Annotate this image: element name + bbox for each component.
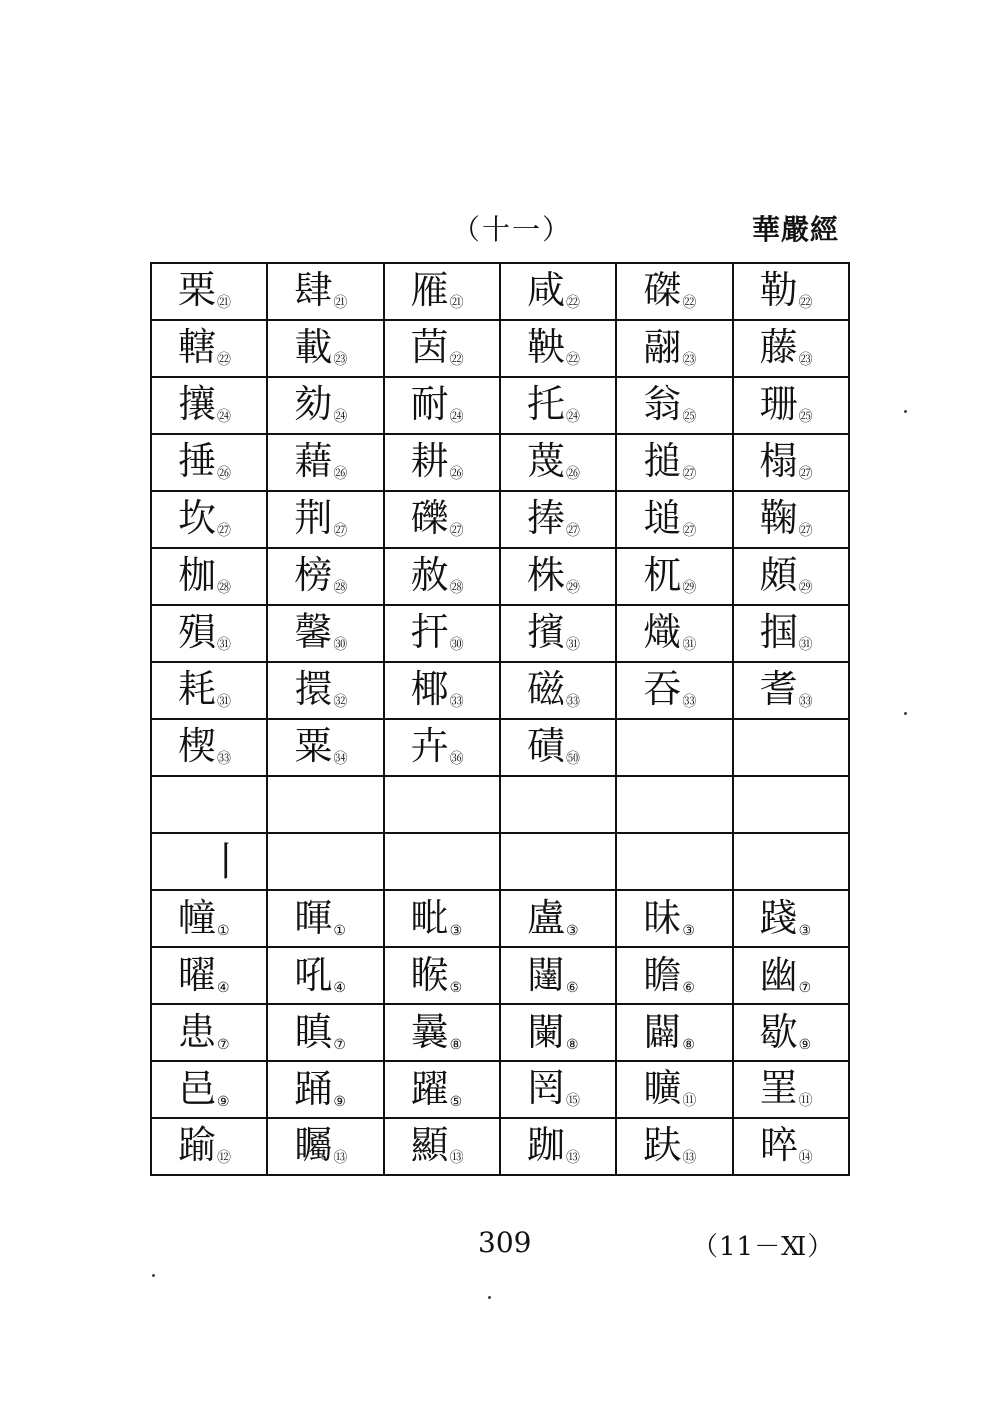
table-cell [733,377,849,434]
character: 跏 [526,1123,565,1167]
reference-number: ㉗ [798,523,813,539]
table-cell [151,320,267,377]
reference-number: ㉞ [333,751,348,767]
scan-speck [152,1274,155,1277]
character: 熾 [643,610,682,654]
character: 捶 [178,439,217,483]
reference-number: ⑦ [798,979,812,996]
reference-number: ㉘ [217,580,232,596]
table-cell [267,320,383,377]
scan-speck [904,712,907,715]
character: 吼 [294,952,333,997]
reference-number: ⑪ [682,1093,697,1109]
character: 昧 [643,895,682,940]
reference-number: ㉖ [333,466,348,482]
character: 粟 [294,724,333,768]
table-cell [616,719,732,776]
character: 藤 [759,325,798,369]
table-cell [267,890,383,947]
reference-number: ㉔ [217,409,232,425]
table-cell [733,1061,849,1118]
table-cell [733,434,849,491]
table-cell [616,833,732,890]
reference-number: ㉙ [682,580,697,596]
reference-number: ㉝ [449,694,464,710]
character: 馨 [294,610,333,654]
table-row [151,776,849,833]
reference-number: ㉔ [333,409,348,425]
reference-number: ⑤ [449,1093,463,1110]
table-cell [500,776,616,833]
table-cell [500,548,616,605]
table-cell [151,377,267,434]
reference-number: ㉙ [566,580,580,596]
table-cell [267,548,383,605]
table-cell [500,263,616,320]
character: 轄 [178,325,217,369]
character: 毗 [410,895,449,940]
character-table [150,262,850,1176]
table-cell [616,377,732,434]
table-cell [616,1061,732,1118]
character: 患 [178,1009,217,1054]
character: 曠 [643,1066,682,1110]
table-cell [151,263,267,320]
reference-number: ㉛ [217,694,232,710]
reference-number: ㉒ [217,352,232,368]
table-cell [267,605,383,662]
table-row [151,890,849,947]
table-cell [151,1061,267,1118]
character: 幢 [178,895,217,940]
table-cell [500,719,616,776]
character: 顯 [410,1123,449,1167]
reference-number: ㉒ [798,295,813,311]
reference-number: ㉝ [798,694,813,710]
table-cell [384,662,500,719]
reference-number: ㉒ [682,295,697,311]
table-cell [616,434,732,491]
reference-number: ⑨ [217,1093,230,1110]
character: 搥 [643,439,682,483]
character: 托 [526,382,565,426]
scan-speck [488,1296,491,1299]
table-cell [267,719,383,776]
reference-number: ⑧ [566,1036,579,1053]
character: 卉 [410,724,449,768]
character: 瞻 [643,952,682,997]
table-cell [384,1061,500,1118]
reference-number: ⑨ [798,1036,812,1053]
character: 殞 [178,610,217,654]
reference-number: ㉝ [566,694,580,710]
character: 榜 [294,553,333,597]
reference-number: ⑨ [333,1093,346,1110]
character: 鞠 [759,496,798,540]
character: 坎 [178,496,217,540]
table-cell [267,1118,383,1175]
reference-number: ㉛ [566,637,580,653]
reference-number: ① [333,922,346,939]
scan-speck [904,410,907,413]
reference-number: ㉘ [333,580,348,596]
character: 曜 [178,952,217,997]
table-cell [733,833,849,890]
table-cell [616,491,732,548]
table-cell [500,320,616,377]
character: 矚 [294,1123,333,1167]
character: 勒 [759,268,798,312]
table-cell [151,833,267,890]
reference-number: ③ [449,922,463,939]
character: 杌 [643,553,682,597]
character: 掴 [759,610,798,654]
character: 闢 [643,1009,682,1054]
table-cell [500,890,616,947]
character: 闥 [526,952,565,997]
table-cell [151,1118,267,1175]
table-cell [500,947,616,1004]
character: 株 [526,553,565,597]
table-row [151,1004,849,1061]
table-cell [151,947,267,1004]
character: 雁 [410,268,449,312]
table-row [151,434,849,491]
reference-number: ㉕ [682,409,697,425]
table-cell [267,263,383,320]
reference-number: ㉗ [566,523,580,539]
table-cell [384,890,500,947]
table-cell [151,719,267,776]
reference-number: ㉑ [449,295,464,311]
table-cell [500,1118,616,1175]
table-cell [384,1118,500,1175]
reference-number: ㉚ [333,637,348,653]
table-cell [384,548,500,605]
reference-number: ㉒ [449,352,464,368]
table-cell [733,1004,849,1061]
table-cell [151,662,267,719]
table-row [151,491,849,548]
table-row [151,1118,849,1175]
reference-number: ㉗ [682,523,697,539]
table-cell [616,548,732,605]
table-cell [733,719,849,776]
character: 椰 [410,667,449,711]
table-cell [733,776,849,833]
character: 磧 [526,724,565,768]
reference-number: ㉑ [333,295,348,311]
character: 茵 [410,325,449,369]
table-row [151,662,849,719]
character: 耆 [759,667,798,711]
character: 暉 [294,895,333,940]
table-cell [151,890,267,947]
reference-number: ⑭ [798,1150,813,1166]
character: 幽 [759,952,798,997]
reference-number: ⑤ [449,979,463,996]
radical-heading: 丨 [206,838,246,885]
character: 耗 [178,667,217,711]
reference-number: ㉛ [798,637,813,653]
character: 礫 [410,496,449,540]
reference-number: ⑥ [566,979,579,996]
reference-number: ㊱ [449,751,464,767]
character: 擐 [294,667,333,711]
table-row [151,719,849,776]
reference-number: ⑦ [217,1036,230,1053]
reference-number: ③ [798,922,812,939]
reference-number: ㉖ [217,466,232,482]
table-row [151,947,849,1004]
table-cell [500,605,616,662]
character: 塠 [643,496,682,540]
table-cell [384,833,500,890]
table-row [151,833,849,890]
reference-number: ① [217,922,230,939]
table-cell [151,548,267,605]
character: 耐 [410,382,449,426]
table-cell [151,491,267,548]
reference-number: ㉛ [682,637,697,653]
reference-number: ⑬ [333,1150,348,1166]
reference-number: ㉚ [449,637,464,653]
character: 扞 [410,610,449,654]
table-cell [733,263,849,320]
character: 赦 [410,553,449,597]
character: 踰 [178,1123,217,1167]
page-code: （11－Ⅺ） [692,1232,835,1262]
character: 載 [294,325,333,369]
table-cell [267,491,383,548]
table-cell [384,605,500,662]
reference-number: ㉗ [449,523,464,539]
reference-number: ㉘ [449,580,464,596]
table-cell [616,605,732,662]
table-cell [151,1004,267,1061]
reference-number: ⑦ [333,1036,346,1053]
character: 踊 [294,1066,333,1111]
table-row [151,320,849,377]
table-cell [151,434,267,491]
table-cell [500,833,616,890]
character: 攘 [178,382,217,426]
character: 咸 [526,268,565,312]
table-row [151,263,849,320]
reference-number: ④ [217,979,230,996]
character: 闌 [526,1009,565,1054]
reference-number: ㉒ [566,352,580,368]
character: 翮 [643,325,682,369]
table-row [151,548,849,605]
table-cell [267,377,383,434]
table-cell [733,548,849,605]
character: 趺 [643,1123,682,1167]
table-cell [267,1061,383,1118]
table-cell [500,1004,616,1061]
reference-number: ⑥ [682,979,695,996]
reference-number: ㉝ [682,694,697,710]
table-cell [267,947,383,1004]
table-cell [733,605,849,662]
table-cell [267,662,383,719]
character: 耕 [410,439,449,483]
character: 栗 [178,268,217,312]
table-cell [733,320,849,377]
reference-number: ㉓ [682,352,697,368]
table-cell [267,434,383,491]
character: 枷 [178,553,217,597]
reference-number: ㉗ [333,523,348,539]
reference-number: ㉑ [217,295,232,311]
character: 楔 [178,724,217,768]
reference-number: ⑧ [682,1036,695,1053]
table-cell [616,1004,732,1061]
table-row [151,605,849,662]
character: 吞 [643,667,682,711]
table-cell [500,1061,616,1118]
reference-number: ㉓ [798,352,813,368]
reference-number: ⑬ [449,1150,464,1166]
character: 榻 [759,439,798,483]
character: 罔 [526,1066,565,1110]
reference-number: ㉜ [333,694,348,710]
reference-number: ⑪ [798,1093,813,1109]
reference-number: ㉖ [449,466,464,482]
table-cell [384,947,500,1004]
table-cell [616,662,732,719]
table-cell [384,377,500,434]
character: 罣 [759,1066,798,1110]
page-number: 309 [478,1226,532,1259]
table-cell [500,377,616,434]
table-cell [616,947,732,1004]
table-cell [616,320,732,377]
character: 肆 [294,268,333,312]
reference-number: ㉗ [798,466,813,482]
table-cell [384,491,500,548]
character: 荆 [294,496,333,540]
table-row [151,1061,849,1118]
reference-number: ㉛ [217,637,232,653]
reference-number: ㉔ [566,409,580,425]
character: 邑 [178,1066,217,1111]
character: 睺 [410,952,449,997]
reference-number: ⑧ [449,1036,463,1053]
table-cell [384,320,500,377]
character: 晬 [759,1123,798,1167]
character: 頗 [759,553,798,597]
table-cell [384,1004,500,1061]
table-cell [616,263,732,320]
reference-number: ⑬ [566,1150,580,1166]
table-cell [616,890,732,947]
reference-number: ㉔ [449,409,464,425]
reference-number: ⑬ [682,1150,697,1166]
character: 盧 [526,895,565,940]
reference-number: ㉝ [217,751,232,767]
character: 曩 [410,1009,449,1054]
character: 歇 [759,1009,798,1054]
reference-number: ㉗ [217,523,232,539]
table-cell [733,662,849,719]
table-cell [500,491,616,548]
reference-number: ③ [566,922,579,939]
table-row [151,377,849,434]
character: 翁 [643,382,682,426]
table-cell [733,491,849,548]
character: 藉 [294,439,333,483]
reference-number: ㉕ [798,409,813,425]
character: 磔 [643,268,682,312]
reference-number: ⑮ [566,1093,580,1109]
table-cell [616,1118,732,1175]
table-cell [384,263,500,320]
reference-number: ④ [333,979,346,996]
table-cell [151,605,267,662]
reference-number: ㉙ [798,580,813,596]
character: 捧 [526,496,565,540]
table-cell [267,1004,383,1061]
reference-number: ㉒ [566,295,580,311]
table-cell [500,434,616,491]
character: 劾 [294,382,333,426]
table-cell [267,776,383,833]
reference-number: ㉖ [566,466,580,482]
table-cell [733,890,849,947]
table-cell [384,434,500,491]
reference-number: ㊿ [566,751,580,767]
table-cell [151,776,267,833]
table-cell [384,776,500,833]
character: 珊 [759,382,798,426]
reference-number: ③ [682,922,695,939]
character: 蔑 [526,439,565,483]
reference-number: ㉗ [682,466,697,482]
reference-number: ⑫ [217,1150,232,1166]
character: 磁 [526,667,565,711]
character: 躍 [410,1066,449,1111]
section-title: （十一） [452,213,573,246]
character: 瞋 [294,1009,333,1054]
table-cell [267,833,383,890]
table-cell [733,1118,849,1175]
reference-number: ㉓ [333,352,348,368]
character: 擯 [526,610,565,654]
table-cell [616,776,732,833]
table-cell [733,947,849,1004]
table-cell [500,662,616,719]
table-cell [384,719,500,776]
character: 踐 [759,895,798,940]
book-title: 華嚴經 [752,213,840,246]
character: 鞅 [526,325,565,369]
